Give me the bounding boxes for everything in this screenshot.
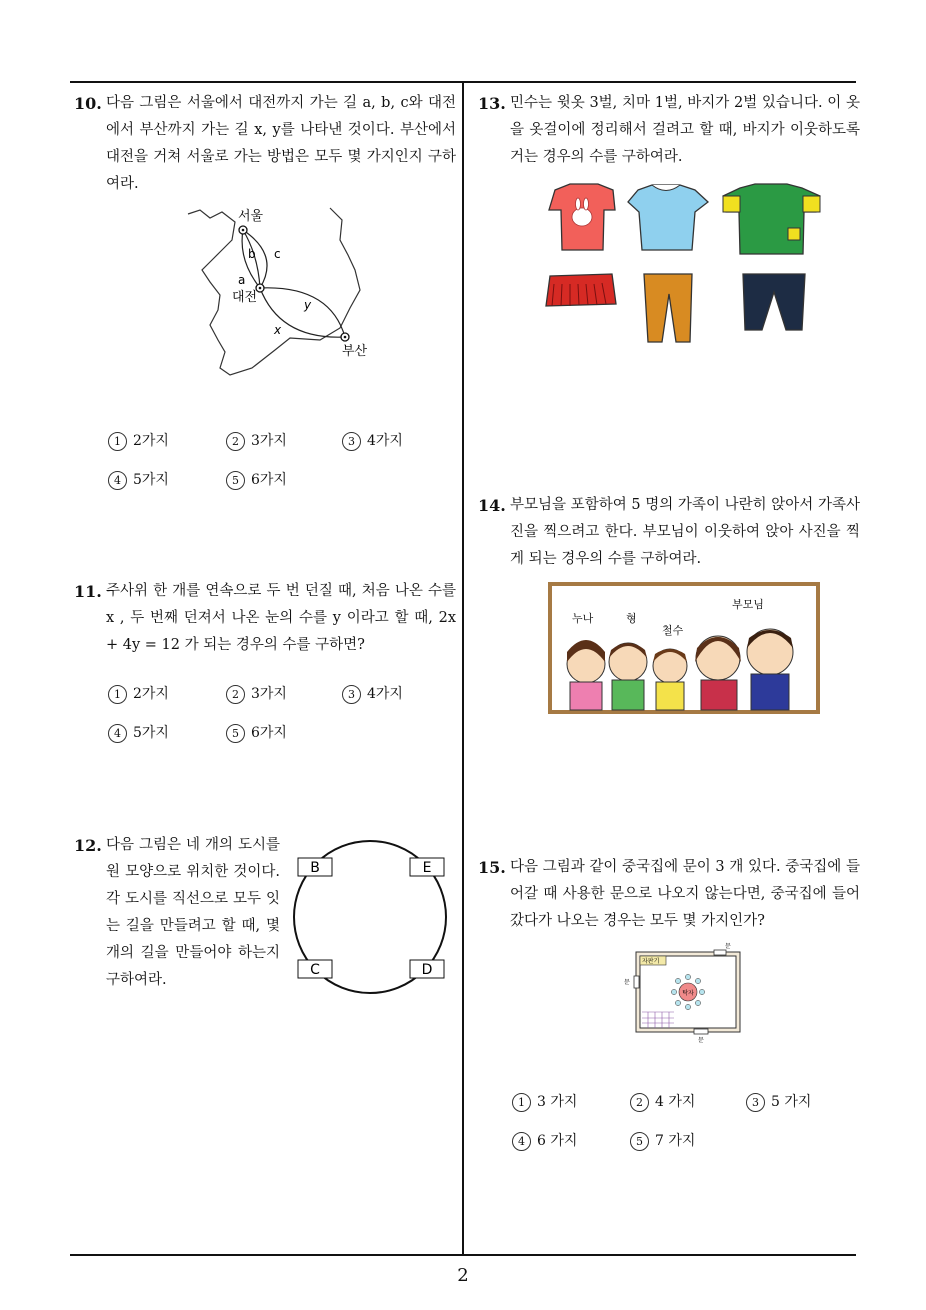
door-top-label: 문 xyxy=(725,943,731,950)
city-b-label: B xyxy=(310,860,320,876)
city-d-label: D xyxy=(421,962,433,978)
green-shirt xyxy=(723,184,820,254)
choice-label: 4 가지 xyxy=(655,1094,696,1110)
daejeon-label: 대전 xyxy=(232,290,258,305)
question-text: 다음 그림은 네 개의 도시를 원 모양으로 위치한 것이다. 각 도시를 직선으로 모두 잇는 길을 만들려고 할 때, 몇 개의 길을 만들어야 하는지 구하여라. xyxy=(106,837,280,988)
question-text: 다음 그림은 서울에서 대전까지 가는 길 a, b, c와 대전에서 부산까지 가는 길 x, y를 나타낸 것이다. 부산에서 대전을 거쳐 서울로 가는 방법은 모두 몇 가지인지 구하여라. xyxy=(106,95,456,192)
choice-label: 5가지 xyxy=(133,725,169,741)
choice-label: 4가지 xyxy=(367,686,403,702)
cheolsu-label: 철수 xyxy=(662,624,684,637)
family-photo xyxy=(548,582,820,714)
route-x-label: x xyxy=(274,323,282,337)
choice-4[interactable] xyxy=(512,1130,577,1151)
choice-marker: 2 xyxy=(226,685,245,704)
choice-label: 6가지 xyxy=(251,472,287,488)
choice-marker: 4 xyxy=(108,471,127,490)
choice-label: 3가지 xyxy=(251,686,287,702)
column-divider xyxy=(462,82,464,1255)
choice-marker: 2 xyxy=(226,432,245,451)
choice-1[interactable] xyxy=(108,430,169,451)
mother-figure xyxy=(701,680,737,710)
father-figure xyxy=(751,674,789,710)
question-14 xyxy=(478,492,860,573)
clothes-illustration xyxy=(540,182,830,347)
door-left-label: 문 xyxy=(624,979,630,986)
question-number: 10. xyxy=(74,94,102,113)
choice-label: 6 가지 xyxy=(537,1133,578,1149)
choice-label: 4가지 xyxy=(367,433,403,449)
choice-marker: 1 xyxy=(512,1093,531,1112)
bottom-rule xyxy=(70,1254,856,1256)
door-bottom-label: 문 xyxy=(698,1037,704,1044)
korea-route-map xyxy=(180,200,380,385)
city-c-label: C xyxy=(310,962,320,978)
restaurant-floor-plan xyxy=(618,942,748,1046)
choice-label: 2가지 xyxy=(133,433,169,449)
rabbit-print xyxy=(572,208,592,226)
brother-label: 형 xyxy=(626,612,637,625)
choice-label: 3가지 xyxy=(251,433,287,449)
question-text: 주사위 한 개를 연속으로 두 번 던질 때, 처음 나온 수를 x , 두 번째 던져서 나온 눈의 수를 y 이라고 할 때, 2x + 4y = 12 가 되는 경우의 수를 구하면? xyxy=(106,583,456,653)
question-text: 민수는 윗옷 3벌, 치마 1벌, 바지가 2벌 있습니다. 이 옷을 옷걸이에 정리해서 걸려고 할 때, 바지가 이웃하도록 거는 경우의 수를 구하여라. xyxy=(510,95,860,165)
choice-marker: 5 xyxy=(226,724,245,743)
choice-label: 5 가지 xyxy=(771,1094,812,1110)
door-top xyxy=(714,950,726,955)
navy-pants xyxy=(743,274,805,330)
choice-2[interactable] xyxy=(226,430,287,451)
route-c-label: c xyxy=(274,247,281,261)
choice-2[interactable] xyxy=(226,683,287,704)
table-label: 탁자 xyxy=(682,990,694,997)
choice-4[interactable] xyxy=(108,722,169,743)
seoul-label: 서울 xyxy=(238,209,264,224)
question-12 xyxy=(74,832,280,994)
city-e-label: E xyxy=(422,860,432,876)
choice-2[interactable] xyxy=(630,1091,695,1112)
question-number: 11. xyxy=(74,582,102,601)
route-y-label: y xyxy=(304,298,312,312)
question-number: 14. xyxy=(478,496,506,515)
choice-marker: 3 xyxy=(342,432,361,451)
city-circle-diagram xyxy=(292,836,452,1002)
choice-5[interactable] xyxy=(226,469,287,490)
coastline xyxy=(188,208,360,375)
choice-4[interactable] xyxy=(108,469,169,490)
choice-1[interactable] xyxy=(512,1091,577,1112)
choice-marker: 5 xyxy=(630,1132,649,1151)
sister-label: 누나 xyxy=(572,612,594,625)
choice-label: 3 가지 xyxy=(537,1094,578,1110)
choice-3[interactable] xyxy=(342,430,403,451)
question-11 xyxy=(74,578,456,659)
question-13 xyxy=(478,90,860,171)
choice-label: 5가지 xyxy=(133,472,169,488)
choice-1[interactable] xyxy=(108,683,169,704)
route-a-label: a xyxy=(238,273,246,287)
choice-marker: 4 xyxy=(108,724,127,743)
choice-5[interactable] xyxy=(630,1130,695,1151)
door-bottom xyxy=(694,1029,708,1034)
choice-marker: 4 xyxy=(512,1132,531,1151)
question-text: 부모님을 포함하여 5 명의 가족이 나란히 앉아서 가족사진을 찍으려고 한다. 부모님이 이웃하여 앉아 사진을 찍게 되는 경우의 수를 구하여라. xyxy=(510,497,860,567)
question-number: 13. xyxy=(478,94,506,113)
route-y xyxy=(260,288,345,337)
blue-dotted-shirt xyxy=(628,185,708,250)
sister-figure xyxy=(570,682,602,710)
choice-marker: 1 xyxy=(108,685,127,704)
brother-figure xyxy=(612,680,644,710)
question-number: 15. xyxy=(478,858,506,877)
question-10 xyxy=(74,90,456,198)
choice-marker: 5 xyxy=(226,471,245,490)
question-15 xyxy=(478,854,860,935)
cheolsu-figure xyxy=(656,682,684,710)
vending-label: 자판기 xyxy=(642,958,660,965)
busan-label: 부산 xyxy=(342,344,368,359)
choice-5[interactable] xyxy=(226,722,287,743)
question-number: 12. xyxy=(74,836,102,855)
choice-3[interactable] xyxy=(746,1091,811,1112)
parents-label: 부모님 xyxy=(732,598,764,611)
choice-label: 7 가지 xyxy=(655,1133,696,1149)
choice-marker: 3 xyxy=(342,685,361,704)
choice-marker: 1 xyxy=(108,432,127,451)
orange-pants xyxy=(644,274,692,342)
choice-label: 2가지 xyxy=(133,686,169,702)
choice-label: 6가지 xyxy=(251,725,287,741)
choice-3[interactable] xyxy=(342,683,403,704)
choice-marker: 3 xyxy=(746,1093,765,1112)
route-b-label: b xyxy=(248,247,256,261)
question-text: 다음 그림과 같이 중국집에 문이 3 개 있다. 중국집에 들어갈 때 사용한 문으로 나오지 않는다면, 중국집에 들어갔다가 나오는 경우는 모두 몇 가지인가? xyxy=(510,859,860,929)
door-left xyxy=(634,976,639,988)
choice-marker: 2 xyxy=(630,1093,649,1112)
page-number: 2 xyxy=(457,1265,469,1286)
